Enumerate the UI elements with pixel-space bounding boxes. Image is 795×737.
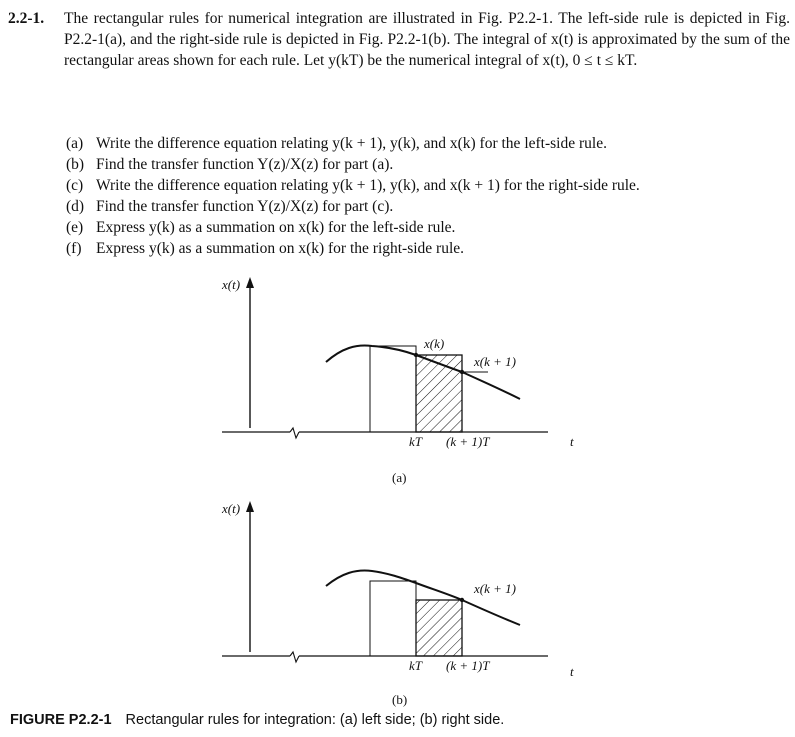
sample-point xyxy=(414,353,418,357)
axis-break xyxy=(290,428,299,438)
curve-label: x(k + 1) xyxy=(474,581,516,596)
panel-label: (b) xyxy=(392,692,408,707)
y-axis-label: x(t) xyxy=(222,501,241,516)
part-text: Express y(k) as a summation on x(k) for the left-side rule. xyxy=(96,219,456,236)
curve-label: x(k) xyxy=(424,336,445,351)
left-rectangle xyxy=(370,346,416,432)
part-text: Write the difference equation relating y(k + 1), y(k), and x(k + 1) for the right-side rule. xyxy=(96,177,640,194)
panel-a xyxy=(221,277,574,485)
y-axis-label: x(t) xyxy=(222,277,241,292)
part-text: Express y(k) as a summation on x(k) for the right-side rule. xyxy=(96,240,465,257)
figure-caption xyxy=(10,712,504,728)
part-label: (b) xyxy=(66,156,85,173)
part-label: (e) xyxy=(66,219,84,236)
panel-label: (a) xyxy=(392,470,407,485)
panel-b xyxy=(221,501,574,707)
left-rectangle xyxy=(370,581,416,656)
part-label: (c) xyxy=(66,177,84,194)
x-axis-label: t xyxy=(570,434,574,449)
sample-point xyxy=(460,370,464,374)
tick-label: kT xyxy=(409,434,422,449)
problem-statement: The rectangular rules for numerical integration are illustrated in Fig. P2.2-1. The left-side rule is depicted in Fig. P2.2-1(a), and the right-side rule is depicted in Fig. P2.2-1(b). The integral of x(t) is approximated by the sum of the rectangular areas shown for each rule. Let y(kT) be the numerical integral of x(t), 0 ≤ t ≤ kT. xyxy=(64,10,790,69)
problem-number: 2.2-1. xyxy=(8,10,45,27)
part-label: (a) xyxy=(66,135,84,152)
curve-label: x(k + 1) xyxy=(474,354,516,369)
sample-point xyxy=(460,598,464,602)
part-label: (d) xyxy=(66,198,85,215)
part-label: (f) xyxy=(66,240,82,257)
tick-label: kT xyxy=(409,658,422,673)
y-axis-arrow xyxy=(246,277,254,288)
part-text: Find the transfer function Y(z)/X(z) for part (c). xyxy=(96,198,394,215)
caption-id: FIGURE P2.2-1 xyxy=(10,712,112,728)
axis-break xyxy=(290,652,299,662)
x-axis-label: t xyxy=(570,664,574,679)
shaded-rectangle xyxy=(416,600,462,656)
y-axis-arrow xyxy=(246,501,254,512)
part-text: Write the difference equation relating y(k + 1), y(k), and x(k) for the left-side rule. xyxy=(96,135,607,152)
shaded-rectangle xyxy=(416,355,462,432)
part-text: Find the transfer function Y(z)/X(z) for part (a). xyxy=(96,156,394,173)
tick-label: (k + 1)T xyxy=(446,658,490,673)
caption-text: Rectangular rules for integration: (a) left side; (b) right side. xyxy=(125,712,505,728)
tick-label: (k + 1)T xyxy=(446,434,490,449)
